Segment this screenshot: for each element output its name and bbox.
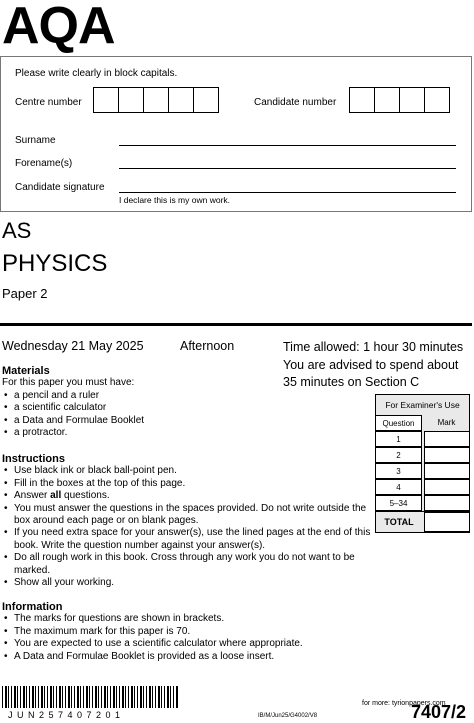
total-mark-box[interactable]	[424, 512, 469, 532]
mark-box[interactable]	[424, 447, 469, 463]
candidate-number-boxes[interactable]	[350, 87, 450, 113]
information-section	[2, 601, 372, 663]
information-heading: Information	[2, 601, 63, 613]
forename-field[interactable]	[119, 168, 456, 169]
candidate-details-box	[0, 56, 472, 212]
question-number: 2	[376, 447, 422, 463]
mark-box[interactable]	[424, 463, 469, 479]
materials-heading: Materials	[2, 365, 50, 377]
subject-title: PHYSICS	[2, 250, 108, 277]
question-number: 5–34	[376, 495, 422, 511]
list-item: • a protractor.	[2, 427, 372, 439]
question-number: 3	[376, 463, 422, 479]
more-papers-text: for more: tyrionpapers.com	[362, 700, 446, 707]
list-item: • If you need extra space for your answer(s), use the lined pages at the end of this book. Write the question number against your answer(s).	[2, 527, 372, 552]
exam-session: Afternoon	[180, 339, 235, 353]
total-label: TOTAL	[376, 512, 422, 532]
question-number: 1	[376, 431, 422, 447]
list-item: • Do all rough work in this book. Cross through any work you do not want to be marked.	[2, 552, 372, 577]
question-col-header: Question	[376, 415, 422, 431]
exam-date: Wednesday 21 May 2025	[2, 339, 144, 353]
materials-section	[2, 365, 372, 439]
list-item: • You are expected to use a scientific calculator where appropriate.	[2, 638, 372, 650]
list-item: • a scientific calculator	[2, 402, 372, 414]
surname-field[interactable]	[119, 145, 456, 146]
divider	[0, 323, 472, 326]
mark-box[interactable]	[424, 431, 469, 447]
centre-number-boxes[interactable]	[94, 87, 219, 113]
examiner-table-heading: For Examiner's Use	[385, 400, 460, 410]
paper-title: Paper 2	[2, 286, 48, 301]
list-item: • You must answer the questions in the spaces provided. Do not write outside the box around each page or on blank pages.	[2, 503, 372, 528]
aqa-logo: AQA	[2, 0, 115, 55]
mark-col-header: Mark	[437, 418, 456, 427]
mark-box[interactable]	[424, 479, 469, 495]
signature-label: Candidate signature	[15, 182, 105, 193]
time-allowed: Time allowed: 1 hour 30 minutes You are advised to spend about 35 minutes on Section C	[283, 340, 464, 389]
barcode-text: J U N 2 5 7 4 0 7 2 0 1	[8, 710, 122, 720]
list-item: • The marks for questions are shown in brackets.	[2, 613, 372, 625]
forename-label: Forename(s)	[15, 158, 73, 169]
centre-number-label: Centre number	[15, 97, 82, 108]
paper-code: 7407/2	[411, 702, 467, 722]
declaration-text: I declare this is my own work.	[119, 195, 231, 205]
barcode	[2, 686, 178, 708]
paper-reference: IB/M/Jun25/G4002/V8	[258, 713, 318, 719]
signature-field[interactable]	[119, 192, 456, 193]
list-item: • Use black ink or black ball-point pen.	[2, 465, 372, 477]
instructions-section	[2, 453, 372, 589]
mark-box[interactable]	[424, 495, 469, 511]
examiner-use-table	[375, 394, 470, 533]
list-item: • Show all your working.	[2, 577, 372, 589]
candidate-number-label: Candidate number	[254, 97, 337, 108]
surname-label: Surname	[15, 135, 56, 146]
materials-intro: For this paper you must have:	[2, 377, 135, 389]
list-item: • A Data and Formulae Booklet is provided as a loose insert.	[2, 651, 372, 663]
list-item: • Fill in the boxes at the top of this page.	[2, 478, 372, 490]
question-number: 4	[376, 479, 422, 495]
level-title: AS	[2, 218, 32, 243]
instructions-heading: Instructions	[2, 453, 65, 465]
list-item: • a Data and Formulae Booklet	[2, 415, 372, 427]
list-item: • The maximum mark for this paper is 70.	[2, 626, 372, 638]
form-instruction: Please write clearly in block capitals.	[15, 68, 178, 79]
list-item: • Answer all questions.	[2, 490, 372, 502]
list-item: • a pencil and a ruler	[2, 390, 372, 402]
